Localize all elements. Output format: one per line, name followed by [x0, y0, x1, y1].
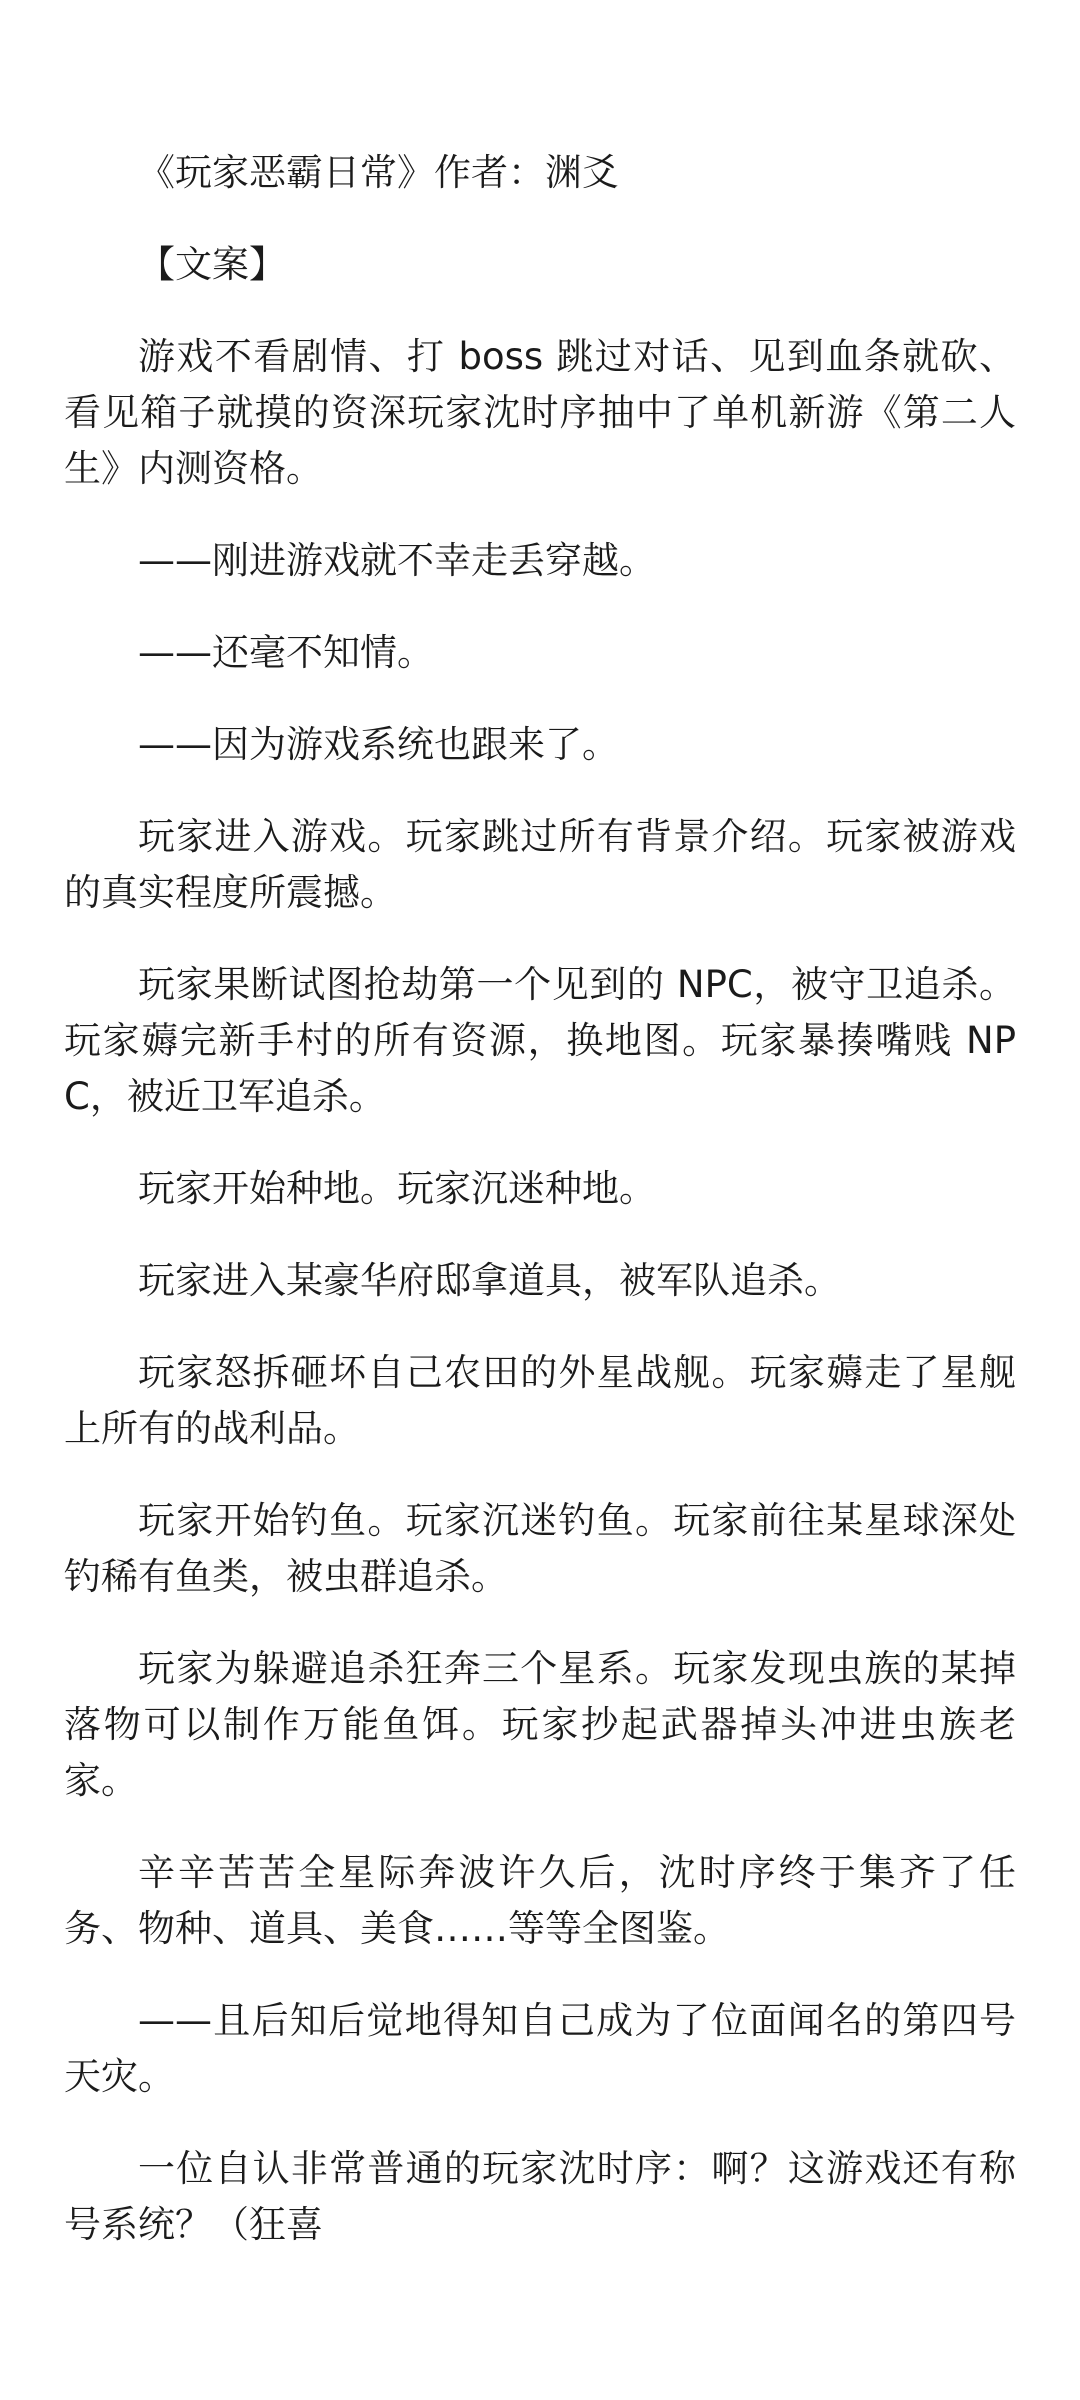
- paragraph: 游戏不看剧情、打 boss 跳过对话、见到血条就砍、看见箱子就摸的资深玩家沈时序抽中了单机新游《第二人生》内测资格。: [64, 335, 1016, 490]
- paragraph: ——因为游戏系统也跟来了。: [138, 723, 619, 766]
- paragraph: 玩家果断试图抢劫第一个见到的 NPC，被守卫追杀。玩家薅完新手村的所有资源，换地图。玩家暴揍嘴贱 NPC，被近卫军追杀。: [64, 963, 1016, 1118]
- section-header: 【文案】: [138, 243, 286, 286]
- paragraph: 一位自认非常普通的玩家沈时序：啊？这游戏还有称号系统？（狂喜: [64, 2147, 1016, 2246]
- book-title: 《玩家恶霸日常》作者：渊爻: [138, 151, 619, 194]
- paragraph: 玩家进入某豪华府邸拿道具，被军队追杀。: [138, 1259, 841, 1302]
- paragraph: 玩家为躲避追杀狂奔三个星系。玩家发现虫族的某掉落物可以制作万能鱼饵。玩家抄起武器掉头冲进虫族老家。: [64, 1647, 1016, 1802]
- paragraph: 辛辛苦苦全星际奔波许久后，沈时序终于集齐了任务、物种、道具、美食……等等全图鉴。: [64, 1851, 1016, 1950]
- paragraph: ——刚进游戏就不幸走丢穿越。: [138, 539, 656, 582]
- paragraph: ——还毫不知情。: [138, 631, 434, 674]
- paragraph: 玩家进入游戏。玩家跳过所有背景介绍。玩家被游戏的真实程度所震撼。: [64, 815, 1016, 914]
- paragraph: 玩家开始种地。玩家沉迷种地。: [138, 1167, 656, 1210]
- paragraph: 玩家开始钓鱼。玩家沉迷钓鱼。玩家前往某星球深处钓稀有鱼类，被虫群追杀。: [64, 1499, 1016, 1598]
- paragraph: 玩家怒拆砸坏自己农田的外星战舰。玩家薅走了星舰上所有的战利品。: [64, 1351, 1016, 1450]
- paragraph: ——且后知后觉地得知自己成为了位面闻名的第四号天灾。: [64, 1999, 1016, 2098]
